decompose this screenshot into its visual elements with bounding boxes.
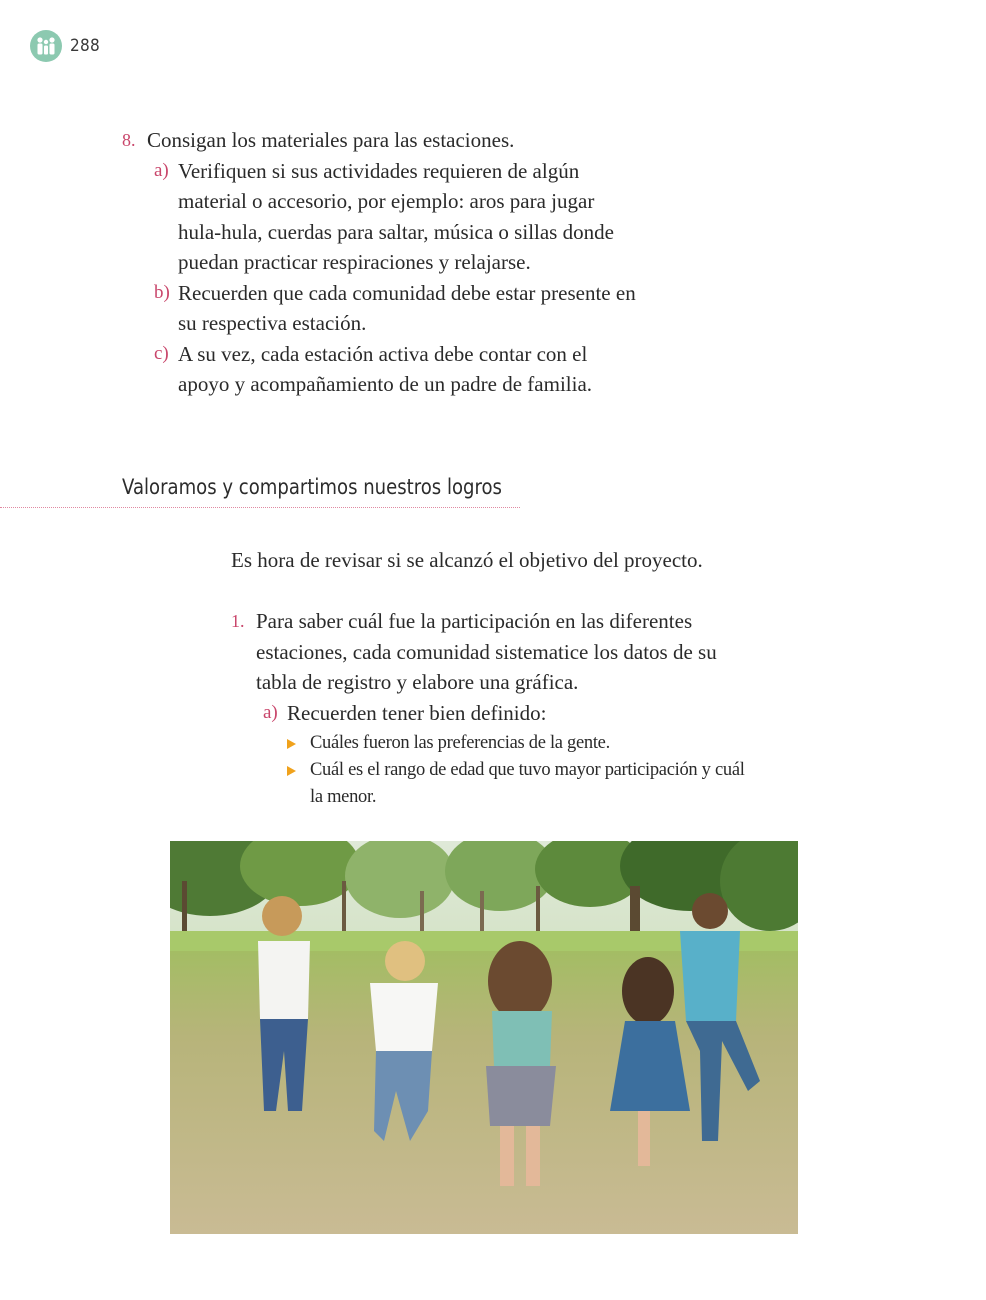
activity-8 (122, 125, 662, 400)
triangle-bullet-icon (287, 766, 296, 776)
list-item (287, 730, 771, 757)
item-text: Verifiquen si sus actividades requieren de algún material o accesorio, por ejemplo: aros para jugar hula-hula, cuerdas para saltar, música o sillas donde puedan practicar respiraciones y relajarse. (178, 158, 614, 274)
bullet-text: Cuáles fueron las preferencias de la gente. (310, 733, 610, 753)
bullet-list (287, 730, 771, 811)
triangle-bullet-icon (287, 739, 296, 749)
page-header (30, 30, 100, 62)
item-letter: b) (154, 281, 170, 303)
step-1 (231, 606, 771, 811)
list-item (154, 278, 662, 339)
item-letter: c) (154, 342, 169, 364)
item-letter: a) (154, 159, 169, 181)
step-number: 1. (231, 611, 245, 631)
list-item (287, 757, 771, 811)
list-item (154, 339, 662, 400)
item-text: A su vez, cada estación activa debe contar con el apoyo y acompañamiento de un padre de familia. (178, 341, 593, 396)
children-running-photo (170, 841, 798, 1234)
step-text: Para saber cuál fue la participación en las diferentes estaciones, cada comunidad sistematice los datos de su tabla de registro y elabore una gráfica. (256, 609, 717, 694)
activity-text: Consigan los materiales para las estaciones. (147, 128, 515, 152)
activity-number: 8. (122, 130, 136, 150)
item-text: Recuerden que cada comunidad debe estar presente en su respectiva estación. (178, 280, 636, 335)
page-number: 288 (70, 36, 101, 56)
section-intro: Es hora de revisar si se alcanzó el objetivo del proyecto. (231, 548, 703, 572)
family-icon (30, 30, 62, 62)
bullet-text: Cuál es el rango de edad que tuvo mayor participación y cuál la menor. (310, 760, 745, 807)
item-text: Recuerden tener bien definido: (287, 700, 547, 725)
list-item (154, 156, 662, 278)
section-title: Valoramos y compartimos nuestros logros (122, 475, 502, 499)
section-divider (0, 507, 520, 508)
item-letter: a) (263, 701, 278, 723)
